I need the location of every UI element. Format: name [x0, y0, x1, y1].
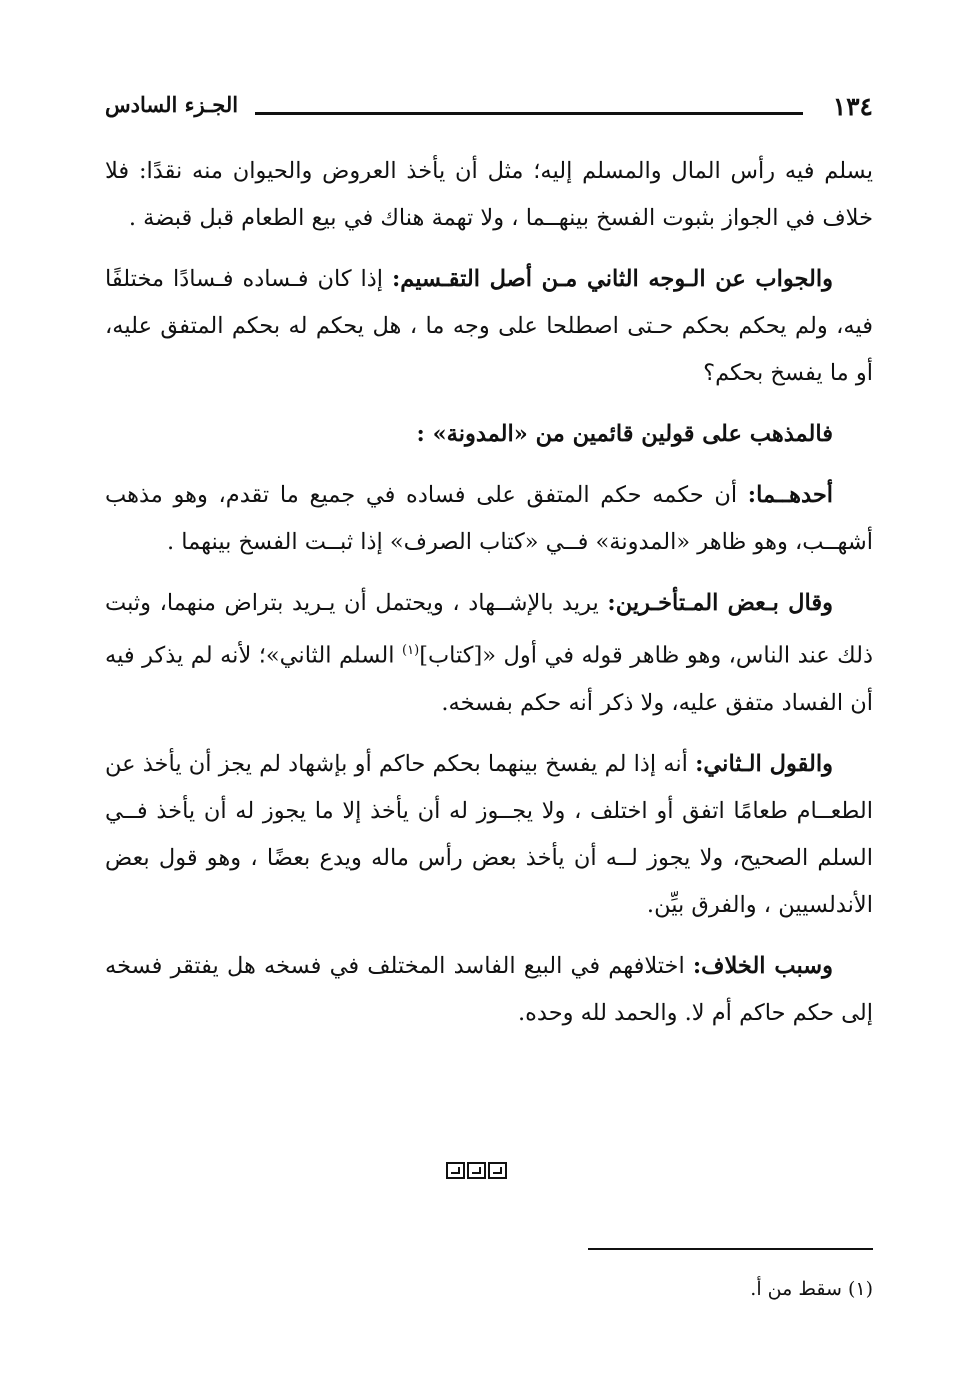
three-box-ornament-icon: [0, 1160, 953, 1179]
paragraph-lead: فالمذهب على قولين قائمين من «المدونة» :: [416, 421, 833, 447]
page-header: [105, 88, 873, 128]
paragraph-text: اختلافهم في البيع الفاسد المختلف في فسخه هل يفتقر فسخه إلى حكم حاكم أم لا. والحمد لله وحده.: [105, 952, 873, 1026]
paragraph-3: [105, 411, 873, 458]
paragraph-5: [105, 580, 873, 727]
footnote: (١) سقط من أ.: [750, 1278, 873, 1300]
paragraph-text: إذا كان فـساده فـسادًا مختلفًا فيه، ولم يحكم بحكم حـتى اصطلحا على وجه ما ، هل يحكم له بحكم المتفق عليه، أو ما يفسخ بحكم؟: [105, 266, 873, 386]
paragraph-lead: وسبب الخلاف:: [692, 952, 833, 979]
footnote-ref[interactable]: (١): [402, 643, 420, 658]
header-rule: [255, 112, 803, 115]
page-number: ١٣٤: [832, 92, 873, 121]
box-ornament-icon: [446, 1162, 465, 1179]
box-ornament-icon: [467, 1162, 486, 1179]
paragraph-text-after: السلم الثاني»؛ لأنه لم يذكر فيه أن الفساد متفق عليه، ولا ذكر أنه حكم بفسخه.: [105, 642, 873, 716]
paragraph-2: [105, 256, 873, 397]
paragraph-text: يريد بالإشــهاد ، ويحتمل أن يـريد بتراض منهما، وثبت ذلك عند الناس، وهو ظاهر قوله في أول «[كتاب]: [105, 590, 873, 669]
paragraph-text: يسلم فيه رأس المال والمسلم إليه؛ مثل أن يأخذ العروض والحيوان منه نقدًا: فلا خلاف في الجواز بثبوت الفسخ بينهــما ، ولا تهمة هناك في بيع الطعام قبل قبضة .: [105, 158, 873, 231]
paragraph-7: [105, 943, 873, 1037]
body-text: [105, 148, 873, 1051]
running-title: الجـزء السادس: [105, 92, 239, 117]
footnote-rule: [588, 1248, 873, 1250]
paragraph-text: أن حكمه حكم المتفق على فساده في جميع ما تقدم، وهو مذهب أشهــب، وهو ظاهر «المدونة» فــي «كتاب الصرف» إذا ثبــت الفسخ بينهما .: [105, 482, 873, 555]
box-ornament-icon: [488, 1162, 507, 1179]
paragraph-lead: والجواب عن الـوجه الثاني مـن أصل التقـسيم:: [391, 266, 833, 292]
paragraph-text: أنه إذا لم يفسخ بينهما بحكم حاكم أو بإشهاد لم يجز أن يأخذ عن الطعــام طعامًا اتفق أو اختلف ، ولا يجــوز له أن يأخذ إلا ما يجوز له أن يأخذ فــي السلم الصحيح، ولا يجوز لــه أن يأخذ بعض رأس ماله ويدع بعضًا ، وهو قول بعض الأندلسيين ، والفرق بيِّن.: [105, 750, 873, 918]
paragraph-1: [105, 148, 873, 242]
paragraph-lead: والقول الـثاني:: [695, 750, 833, 777]
paragraph-6: [105, 741, 873, 929]
paragraph-4: [105, 472, 873, 566]
paragraph-lead: وقال بـعض المـتأخـرين:: [607, 590, 833, 616]
paragraph-lead: أحدهــما:: [747, 482, 833, 508]
